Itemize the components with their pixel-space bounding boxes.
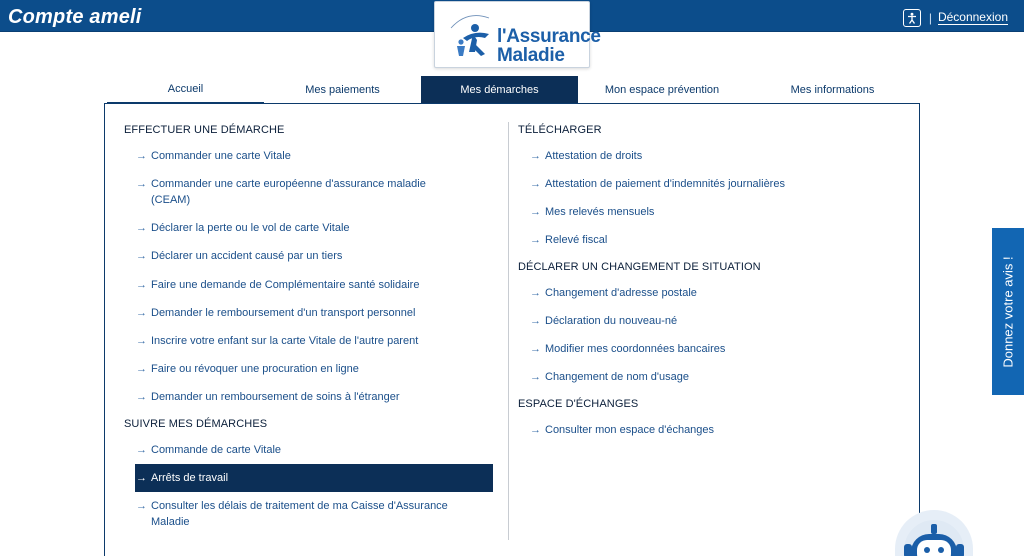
- tab-mes-demarches[interactable]: Mes démarches: [421, 76, 578, 104]
- arrow-right-icon: →: [530, 424, 541, 436]
- link-label: [151, 176, 426, 208]
- link-label: Déclarer un accident causé par un tiers: [151, 250, 343, 262]
- arrow-right-icon: →: [136, 178, 147, 190]
- link-releves-mensuels[interactable]: [530, 204, 910, 220]
- section-title-telecharger: TÉLÉCHARGER: [518, 124, 602, 136]
- arrow-right-icon: →: [136, 279, 147, 291]
- arrow-right-icon: →: [136, 391, 147, 403]
- link-arrets-de-travail[interactable]: [135, 464, 493, 492]
- link-changement-adresse[interactable]: [530, 285, 910, 301]
- link-commander-ceam[interactable]: [136, 176, 496, 208]
- link-label: Faire une demande de Complémentaire santé solidaire: [151, 279, 420, 291]
- link-label: Déclarer la perte ou le vol de carte Vitale: [151, 222, 350, 234]
- link-label-line-2: (CEAM): [151, 194, 191, 206]
- link-label: Attestation de droits: [545, 150, 643, 162]
- link-label: Commander une carte Vitale: [151, 150, 291, 162]
- link-accident-tiers[interactable]: [136, 248, 496, 264]
- arrow-right-icon: →: [530, 343, 541, 355]
- link-changement-nom[interactable]: [530, 369, 910, 385]
- logout-link[interactable]: Déconnexion: [937, 10, 1008, 24]
- link-complementaire-sante[interactable]: [136, 277, 496, 293]
- link-label: Arrêts de travail: [151, 472, 229, 484]
- tab-mes-informations[interactable]: Mes informations: [790, 84, 875, 96]
- arrow-right-icon: →: [530, 287, 541, 299]
- link-label-line-2: Maladie: [151, 516, 190, 528]
- section-title-effectuer: EFFECTUER UNE DÉMARCHE: [124, 124, 285, 136]
- main-tabs: [107, 76, 919, 104]
- accessibility-icon[interactable]: [903, 9, 921, 27]
- link-procuration[interactable]: [136, 361, 496, 377]
- arrow-right-icon: →: [530, 371, 541, 383]
- link-perte-vol-carte[interactable]: [136, 220, 496, 236]
- arrow-right-icon: →: [530, 315, 541, 327]
- arrow-right-icon: →: [530, 234, 541, 246]
- section-title-suivre: SUIVRE MES DÉMARCHES: [124, 418, 268, 430]
- link-label: [151, 498, 448, 530]
- header-separator: |: [928, 11, 932, 25]
- arrow-right-icon: →: [136, 150, 147, 162]
- link-commande-carte-vitale[interactable]: [136, 442, 492, 458]
- link-label: Commande de carte Vitale: [151, 444, 282, 456]
- arrow-right-icon: →: [136, 222, 147, 234]
- brand-title[interactable]: Compte ameli: [8, 6, 142, 28]
- link-label: Changement d'adresse postale: [545, 287, 697, 299]
- link-label: Faire ou révoquer une procuration en ligne: [151, 363, 359, 375]
- link-label-line-1: Consulter les délais de traitement de ma Caisse d'Assurance: [151, 500, 448, 512]
- tab-mon-espace-prevention[interactable]: Mon espace prévention: [604, 84, 720, 96]
- logo-line-2: Maladie: [497, 45, 565, 66]
- link-label-line-1: Commander une carte européenne d'assurance maladie: [151, 178, 426, 190]
- link-label: Changement de nom d'usage: [545, 371, 689, 383]
- link-declaration-nouveau-ne[interactable]: [530, 313, 910, 329]
- link-label: Attestation de paiement d'indemnités journalières: [545, 178, 785, 190]
- link-transport-personnel[interactable]: [136, 305, 496, 321]
- arrow-right-icon: →: [136, 500, 147, 512]
- arrow-right-icon: →: [530, 206, 541, 218]
- logo-line-1: l'Assurance: [497, 26, 601, 47]
- feedback-tab[interactable]: [992, 228, 1024, 395]
- link-releve-fiscal[interactable]: [530, 232, 910, 248]
- logo-figure-icon: [445, 8, 497, 64]
- link-delais-traitement[interactable]: [136, 498, 492, 530]
- link-inscrire-enfant[interactable]: [136, 333, 496, 349]
- link-label: Mes relevés mensuels: [545, 206, 655, 218]
- arrow-right-icon: →: [530, 178, 541, 190]
- link-label: Demander le remboursement d'un transport personnel: [151, 307, 416, 319]
- link-coordonnees-bancaires[interactable]: [530, 341, 910, 357]
- link-espace-echanges[interactable]: [530, 422, 910, 438]
- link-attestation-droits[interactable]: [530, 148, 910, 164]
- tab-mes-paiements[interactable]: Mes paiements: [305, 84, 380, 96]
- feedback-label: Donnez votre avis !: [1000, 256, 1016, 368]
- arrow-right-icon: →: [136, 335, 147, 347]
- arrow-right-icon: →: [136, 444, 147, 456]
- section-title-echanges: ESPACE D'ÉCHANGES: [518, 398, 639, 410]
- link-label: Relevé fiscal: [545, 234, 608, 246]
- arrow-right-icon: →: [136, 307, 147, 319]
- link-soins-etranger[interactable]: [136, 389, 496, 405]
- top-right-actions: [903, 9, 1008, 27]
- arrow-right-icon: →: [136, 250, 147, 262]
- link-label: Modifier mes coordonnées bancaires: [545, 343, 726, 355]
- arrow-right-icon: →: [136, 472, 147, 484]
- link-label: Consulter mon espace d'échanges: [545, 424, 715, 436]
- section-title-declarer: DÉCLARER UN CHANGEMENT DE SITUATION: [518, 261, 761, 273]
- tab-accueil[interactable]: Accueil: [107, 76, 264, 104]
- assurance-maladie-logo[interactable]: [434, 1, 601, 68]
- link-label: Inscrire votre enfant sur la carte Vitale de l'autre parent: [151, 335, 419, 347]
- arrow-right-icon: →: [136, 363, 147, 375]
- column-divider: [508, 122, 509, 540]
- link-attestation-ij[interactable]: [530, 176, 910, 192]
- link-label: Demander un remboursement de soins à l'étranger: [151, 391, 400, 403]
- link-label: Déclaration du nouveau-né: [545, 315, 678, 327]
- link-commander-carte-vitale[interactable]: [136, 148, 496, 164]
- arrow-right-icon: →: [530, 150, 541, 162]
